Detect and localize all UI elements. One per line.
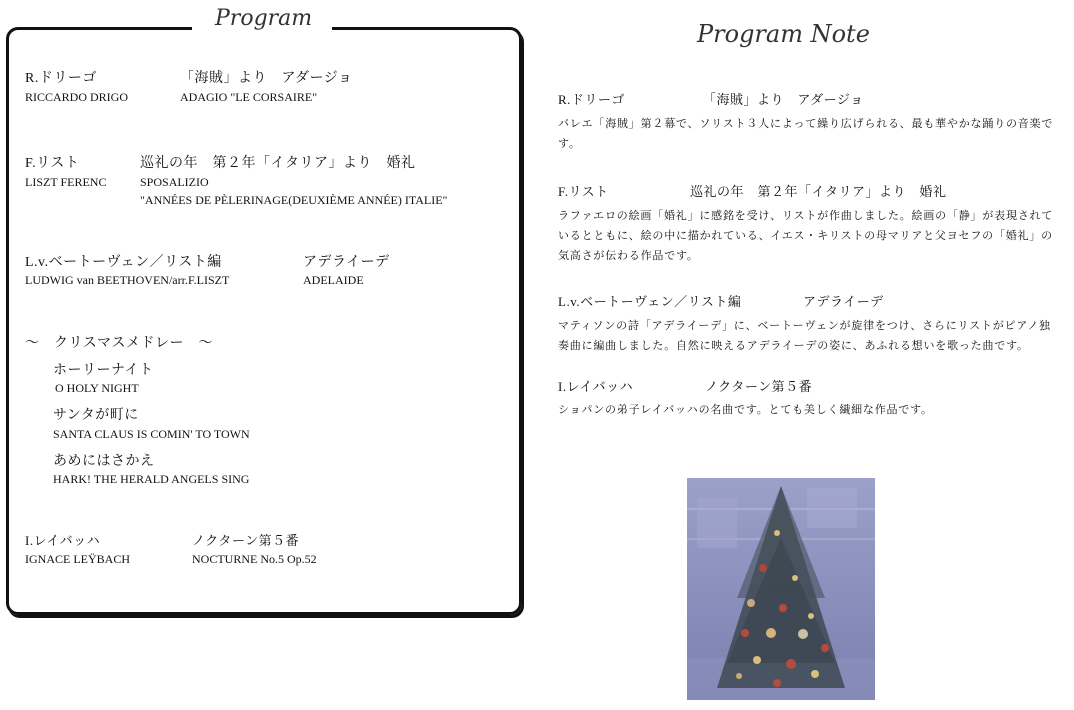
medley-song1-en: O HOLY NIGHT (55, 381, 139, 395)
note2-text: ラファエロの絵画「婚礼」に感銘を受け、リストが作曲しました。絵画の「静」が表現されているとともに、絵の中に描かれている、イエス・キリストの母マリアと父ヨセフの「婚礼」の気高さが伝わる作品です。 (558, 210, 1054, 262)
program-item3-en-piece: ADELAIDE (303, 273, 364, 287)
program-item4-en-composer: IGNACE LEŸBACH (25, 552, 130, 566)
note4-composer: I.レイバッハ (558, 379, 634, 394)
note3-composer: L.v.ベートーヴェン／リスト編 (558, 294, 742, 309)
note1-composer: R.ドリーゴ (558, 92, 625, 107)
program-item1-jp-piece: 「海賊」より アダージョ (180, 71, 353, 86)
christmas-tree-photo (687, 478, 875, 700)
medley-song3-en: HARK! THE HERALD ANGELS SING (53, 472, 250, 486)
christmas-tree-image (687, 478, 875, 700)
program-item2-en-composer: LISZT FERENC (25, 175, 107, 189)
program-item3-en-composer: LUDWIG van BEETHOVEN/arr.F.LISZT (25, 273, 230, 287)
program-item1-jp-composer: R.ドリーゴ (25, 71, 97, 86)
medley-heading: ～ クリスマスメドレー ～ (25, 336, 213, 351)
program-box (6, 27, 522, 615)
note4-piece: ノクターン第５番 (705, 379, 813, 394)
medley-song3-jp: あめにはさかえ (53, 454, 155, 469)
program-note-title: Program Note (697, 20, 870, 48)
medley-song2-en: SANTA CLAUS IS COMIN' TO TOWN (53, 427, 250, 441)
note2-composer: F.リスト (558, 184, 609, 199)
note1-text: バレエ「海賊」第２幕で、ソリスト３人によって繰り広げられる、最も華やかな踊りの音楽です。 (558, 118, 1054, 150)
program-item2-en-piece-subtitle: "ANNÉES DE PÈLERINAGE(DEUXIÈME ANNÉE) ITALIE" (140, 193, 448, 207)
program-item1-en-composer: RICCARDO DRIGO (25, 90, 129, 104)
program-item2-en-piece: SPOSALIZIO (140, 175, 209, 189)
program-item3-jp-composer: L.v.ベートーヴェン／リスト編 (25, 255, 222, 270)
program-item2-jp-piece: 巡礼の年 第２年「イタリア」より 婚礼 (140, 156, 416, 171)
program-item2-jp-composer: F.リスト (25, 156, 80, 171)
program-item4-en-piece: NOCTURNE No.5 Op.52 (192, 552, 317, 566)
note1-piece: 「海賊」より アダージョ (703, 92, 864, 107)
program-item1-en-piece: ADAGIO "LE CORSAIRE" (180, 90, 318, 104)
medley-song1-jp: ホーリーナイト (53, 363, 154, 378)
note3-text: マティソンの詩「アデライーデ」に、ベートーヴェンが旋律をつけ、さらにリストがピアノ独奏曲に編曲しました。自然に映えるアデライーデの姿に、あふれる想いを歌った曲です。 (558, 320, 1051, 352)
note3-piece: アデライーデ (803, 294, 884, 309)
note2-piece: 巡礼の年 第２年「イタリア」より 婚礼 (690, 184, 947, 199)
program-item4-jp-piece: ノクターン第５番 (192, 533, 300, 548)
program-item3-jp-piece: アデライーデ (303, 255, 390, 270)
program-item4-jp-composer: I.レイバッハ (25, 533, 101, 548)
note4-text: ショパンの弟子レイバッハの名曲です。とても美しく繊細な作品です。 (558, 404, 933, 416)
program-title: Program (215, 6, 313, 31)
medley-song2-jp: サンタが町に (53, 408, 139, 423)
